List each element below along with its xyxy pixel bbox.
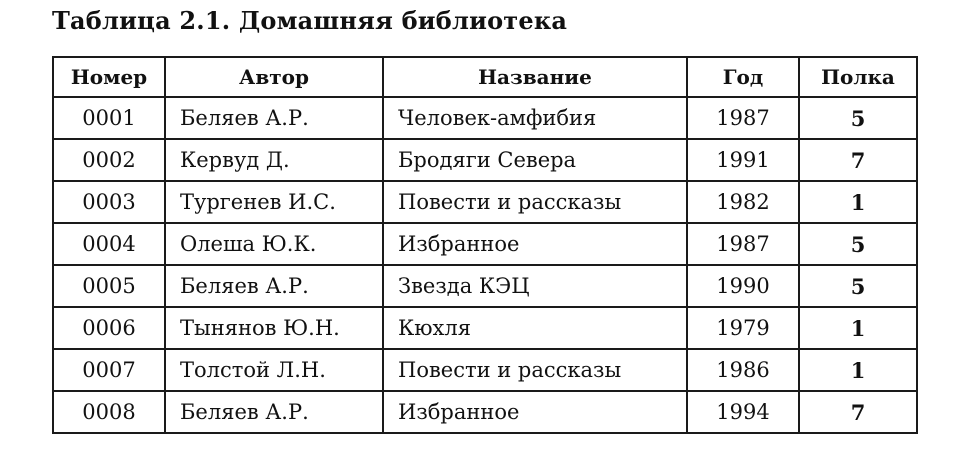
cell-number: 0001 [53,97,165,139]
table-row [53,391,917,433]
cell-number: 0003 [53,181,165,223]
cell-year: 1990 [687,265,799,307]
table-row [53,307,917,349]
cell-year: 1987 [687,97,799,139]
cell-number: 0006 [53,307,165,349]
table-row [53,349,917,391]
cell-author: Толстой Л.Н. [165,349,383,391]
library-table [52,56,918,434]
cell-year: 1987 [687,223,799,265]
cell-year: 1986 [687,349,799,391]
table-row [53,139,917,181]
cell-title: Звезда КЭЦ [383,265,687,307]
cell-year: 1982 [687,181,799,223]
cell-shelf: 1 [799,307,917,349]
cell-author: Беляев А.Р. [165,265,383,307]
cell-title: Повести и рассказы [383,181,687,223]
cell-shelf: 5 [799,97,917,139]
cell-author: Тынянов Ю.Н. [165,307,383,349]
cell-number: 0008 [53,391,165,433]
cell-author: Тургенев И.С. [165,181,383,223]
header-number: Номер [53,57,165,97]
table-row [53,223,917,265]
cell-title: Кюхля [383,307,687,349]
cell-shelf: 7 [799,391,917,433]
cell-number: 0004 [53,223,165,265]
cell-author: Олеша Ю.К. [165,223,383,265]
cell-year: 1994 [687,391,799,433]
cell-shelf: 1 [799,349,917,391]
table-row [53,265,917,307]
cell-number: 0007 [53,349,165,391]
header-year: Год [687,57,799,97]
cell-shelf: 1 [799,181,917,223]
header-shelf: Полка [799,57,917,97]
cell-title: Повести и рассказы [383,349,687,391]
table-caption: Таблица 2.1. Домашняя библиотека [52,6,568,35]
cell-title: Бродяги Севера [383,139,687,181]
cell-number: 0002 [53,139,165,181]
cell-title: Избранное [383,391,687,433]
cell-year: 1979 [687,307,799,349]
cell-year: 1991 [687,139,799,181]
cell-title: Избранное [383,223,687,265]
table-row [53,97,917,139]
header-author: Автор [165,57,383,97]
cell-author: Беляев А.Р. [165,97,383,139]
header-title: Название [383,57,687,97]
table-row [53,181,917,223]
table-header-row [53,57,917,97]
cell-author: Кервуд Д. [165,139,383,181]
cell-shelf: 5 [799,223,917,265]
cell-title: Человек-амфибия [383,97,687,139]
cell-author: Беляев А.Р. [165,391,383,433]
cell-shelf: 7 [799,139,917,181]
cell-shelf: 5 [799,265,917,307]
cell-number: 0005 [53,265,165,307]
